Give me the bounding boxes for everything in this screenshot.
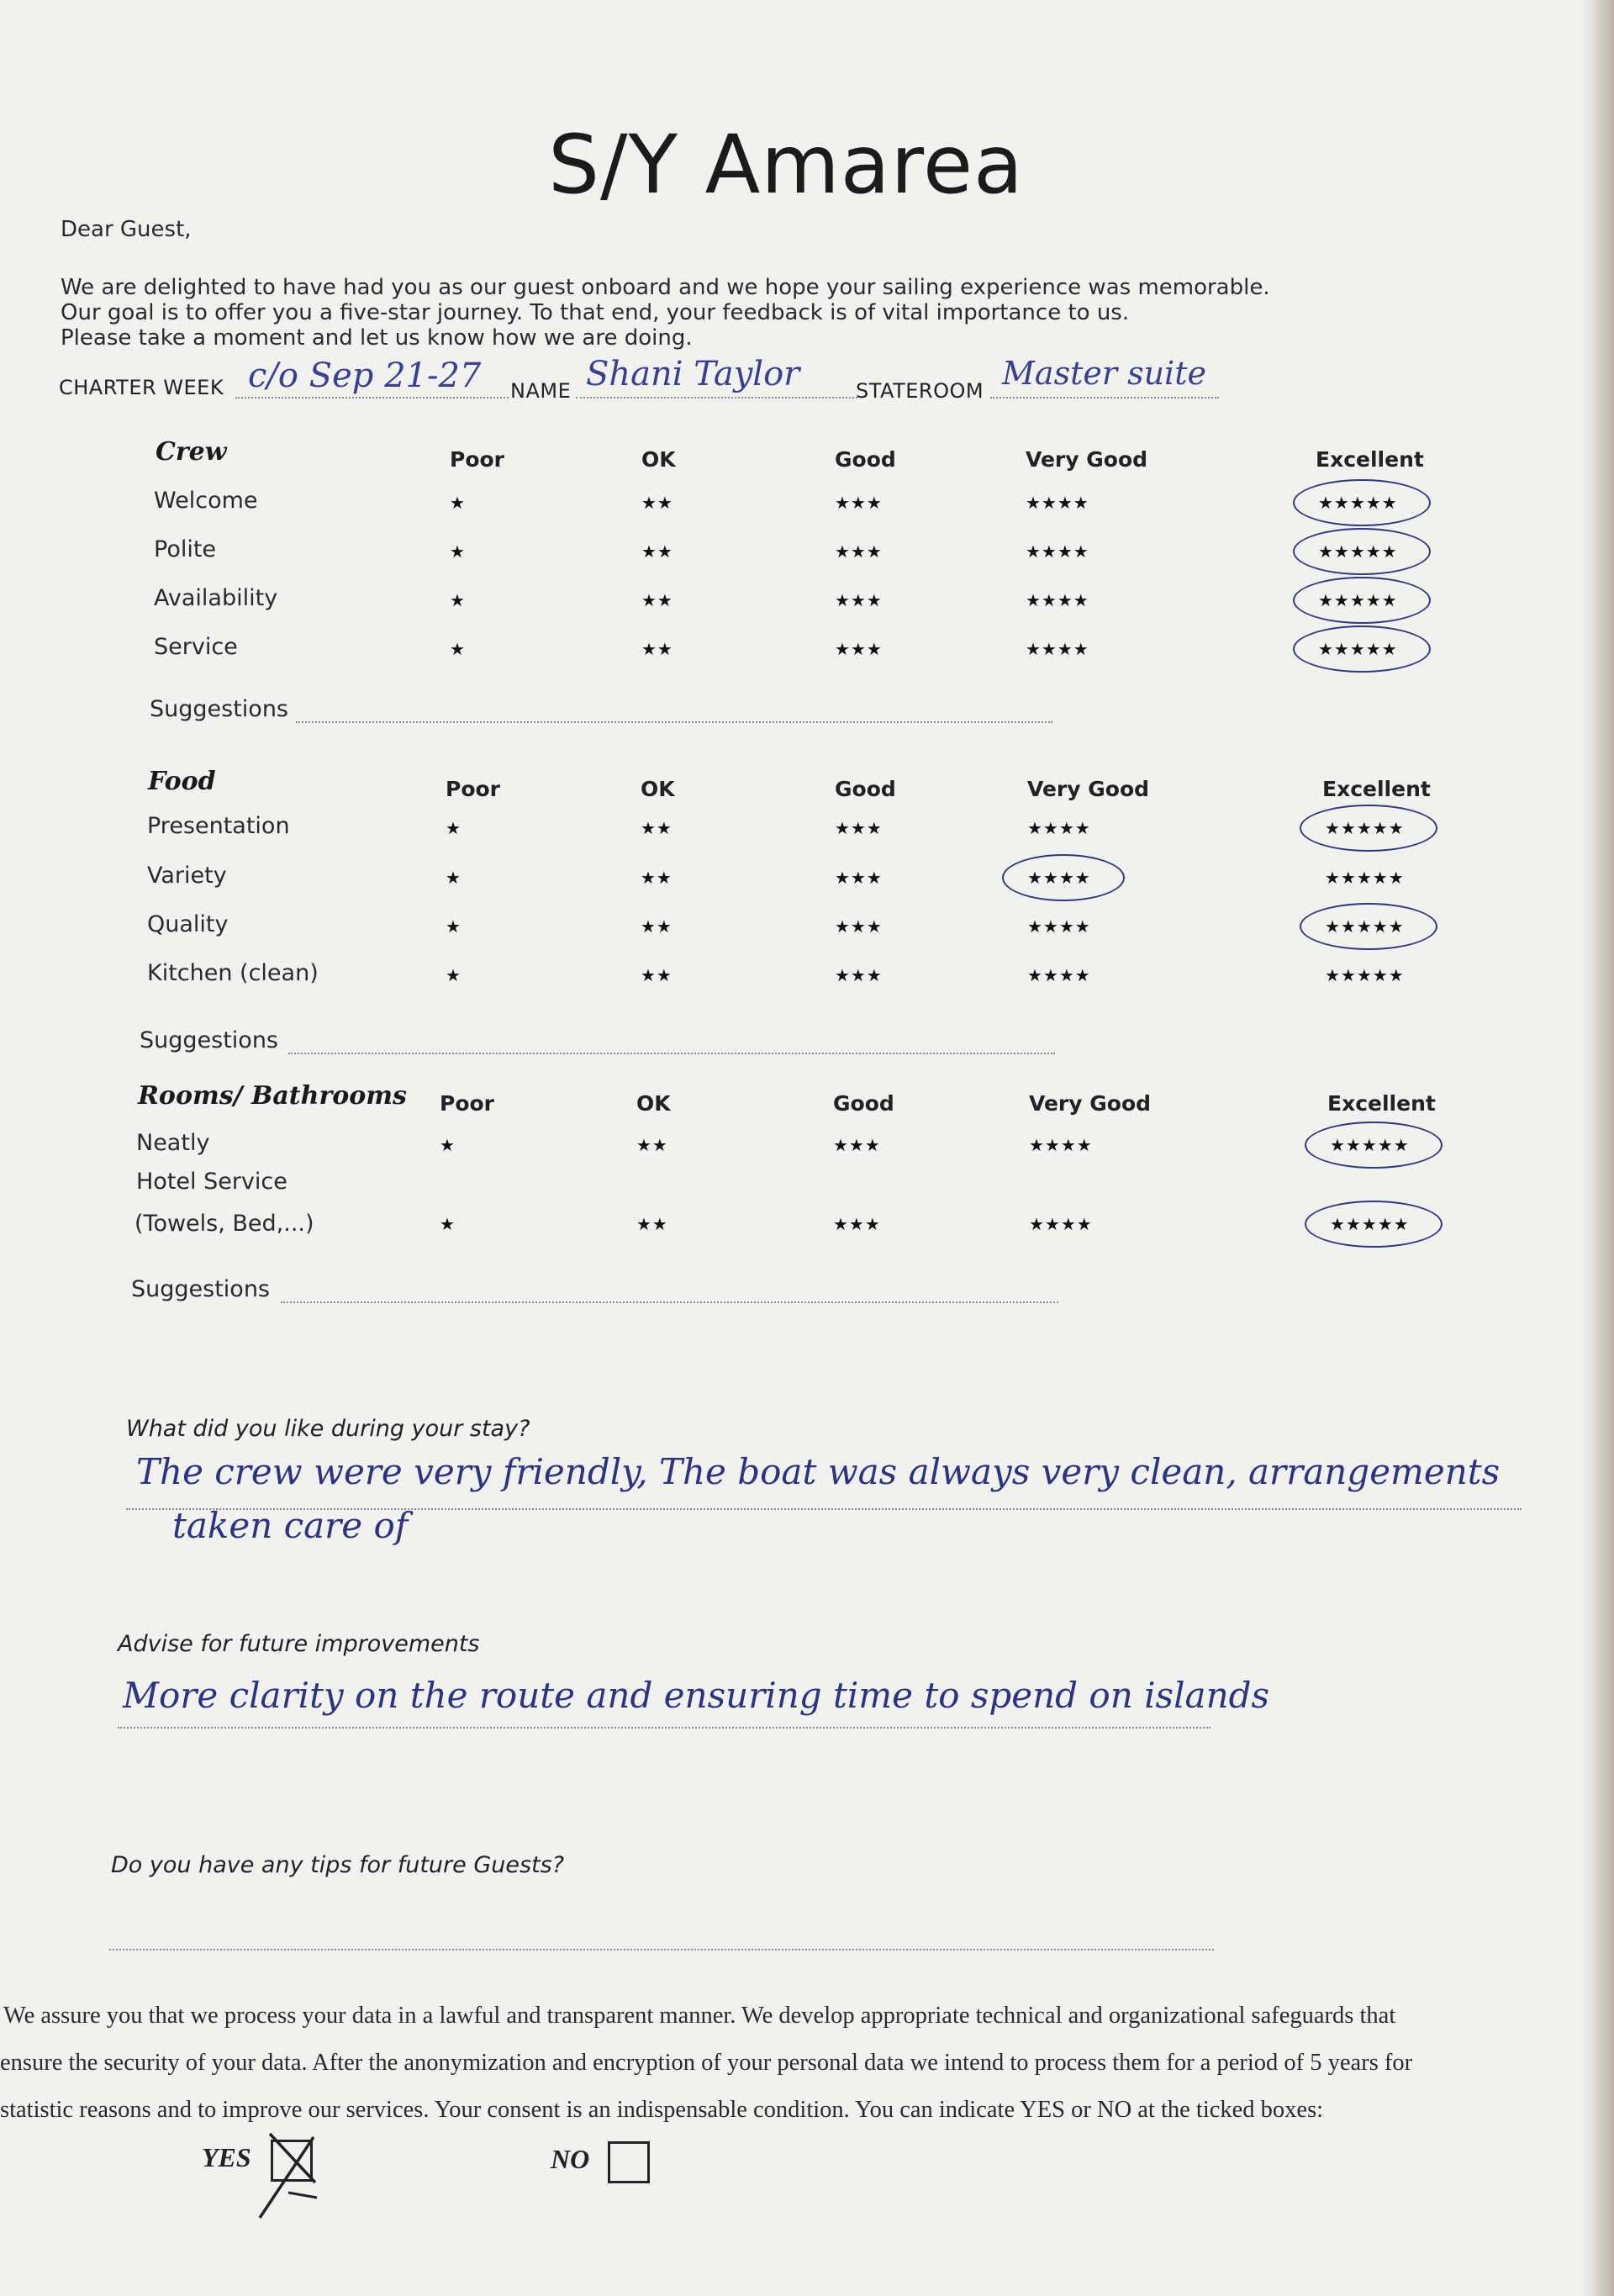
rating-option-4-star[interactable]: ★★★★ xyxy=(1029,1135,1093,1155)
rating-selection-circle xyxy=(1293,479,1431,526)
row-label: Variety xyxy=(147,863,227,889)
rating-option-1-star[interactable]: ★ xyxy=(450,590,466,610)
rating-option-1-star[interactable]: ★ xyxy=(450,639,466,659)
rating-option-5-star[interactable]: ★★★★★ xyxy=(1325,868,1405,888)
charter-week-label: CHARTER WEEK xyxy=(59,376,224,399)
rating-option-2-star[interactable]: ★★ xyxy=(641,541,673,562)
rating-option-1-star[interactable]: ★ xyxy=(450,541,466,562)
privacy-line-3: statistic reasons and to improve our services. Your consent is an indispensable condition. You can indicate YES or NO at the ticked boxes: xyxy=(0,2097,1324,2123)
column-header-ok: OK xyxy=(636,1091,671,1116)
suggestions-label: Suggestions xyxy=(140,1027,278,1053)
greeting: Dear Guest, xyxy=(61,217,192,242)
rating-option-2-star[interactable]: ★★ xyxy=(641,590,673,610)
column-header-poor: Poor xyxy=(450,447,505,472)
row-label: Service xyxy=(154,634,238,660)
suggestions-line[interactable] xyxy=(288,1044,1055,1054)
liked-answer-text-1: The crew were very friendly, The boat was always very clean, arrangements xyxy=(136,1451,1501,1492)
paper-edge xyxy=(1592,0,1614,2296)
yes-checkbox[interactable] xyxy=(271,2140,313,2182)
column-header-good: Good xyxy=(835,777,896,801)
rating-option-2-star[interactable]: ★★ xyxy=(641,639,673,659)
row-label-sub: (Towels, Bed,...) xyxy=(134,1211,314,1237)
name-value: Shani Taylor xyxy=(586,355,800,393)
liked-answer-line2[interactable] xyxy=(172,1505,677,1555)
rating-option-2-star[interactable]: ★★ xyxy=(636,1214,668,1234)
row-label: Polite xyxy=(154,536,217,562)
section-title: Crew xyxy=(156,437,227,467)
liked-answer-line1[interactable] xyxy=(126,1451,1522,1510)
row-label: Availability xyxy=(154,585,278,611)
intro-line-2: Our goal is to offer you a five-star journey. To that end, your feedback is of vital importance to us. xyxy=(61,300,1130,325)
rating-option-1-star[interactable]: ★ xyxy=(450,493,466,513)
column-header-very-good: Very Good xyxy=(1029,1091,1152,1116)
form-title: S/Y Amarea xyxy=(548,118,1024,212)
column-header-poor: Poor xyxy=(440,1091,495,1116)
rating-option-3-star[interactable]: ★★★ xyxy=(835,639,883,659)
rating-option-4-star[interactable]: ★★★★ xyxy=(1026,639,1089,659)
row-label: Neatly xyxy=(136,1130,210,1156)
privacy-line-2: ensure the security of your data. After the anonymization and encryption of your personal data we intend to process them for a period of 5 years for xyxy=(0,2050,1413,2076)
column-header-excellent: Excellent xyxy=(1327,1091,1436,1116)
rating-option-4-star[interactable]: ★★★★ xyxy=(1027,818,1091,838)
rating-option-4-star[interactable]: ★★★★ xyxy=(1026,541,1089,562)
tips-answer-line[interactable] xyxy=(109,1934,1214,1950)
rating-option-3-star[interactable]: ★★★ xyxy=(833,1214,881,1234)
rating-option-5-star[interactable]: ★★★★★ xyxy=(1325,965,1405,985)
tips-question: Do you have any tips for future Guests? xyxy=(111,1852,565,1878)
row-label: Kitchen (clean) xyxy=(147,960,319,986)
rating-option-1-star[interactable]: ★ xyxy=(440,1135,456,1155)
privacy-line-1: We assure you that we process your data in a lawful and transparent manner. We develop appropriate technical and organizational safeguards that xyxy=(3,2003,1396,2029)
rating-option-5-star[interactable]: ★★★★★ xyxy=(1330,1214,1410,1234)
column-header-very-good: Very Good xyxy=(1027,777,1150,801)
rating-selection-circle xyxy=(1300,903,1437,950)
rating-selection-circle xyxy=(1293,528,1431,575)
rating-option-1-star[interactable]: ★ xyxy=(446,818,462,838)
column-header-good: Good xyxy=(835,447,896,472)
row-label: Quality xyxy=(147,911,229,937)
liked-answer-text-2: taken care of xyxy=(172,1505,409,1546)
improve-question: Advise for future improvements xyxy=(118,1631,480,1657)
column-header-good: Good xyxy=(833,1091,894,1116)
rating-option-1-star[interactable]: ★ xyxy=(446,916,462,937)
rating-option-5-star[interactable]: ★★★★★ xyxy=(1318,541,1398,562)
stateroom-field[interactable] xyxy=(990,355,1219,399)
rating-option-3-star[interactable]: ★★★ xyxy=(835,818,883,838)
rating-option-5-star[interactable]: ★★★★★ xyxy=(1330,1135,1410,1155)
name-label: NAME xyxy=(510,379,572,403)
section-title: Rooms/ Bathrooms xyxy=(138,1081,407,1111)
column-header-ok: OK xyxy=(641,447,676,472)
rating-option-3-star[interactable]: ★★★ xyxy=(835,916,883,937)
rating-option-2-star[interactable]: ★★ xyxy=(641,868,672,888)
charter-week-value: c/o Sep 21-27 xyxy=(248,356,482,395)
rating-option-4-star[interactable]: ★★★★ xyxy=(1026,493,1089,513)
column-header-very-good: Very Good xyxy=(1026,447,1148,472)
rating-option-3-star[interactable]: ★★★ xyxy=(835,590,883,610)
rating-option-5-star[interactable]: ★★★★★ xyxy=(1318,590,1398,610)
intro-line-3: Please take a moment and let us know how we are doing. xyxy=(61,325,693,351)
section-title: Food xyxy=(148,767,216,796)
row-label: Welcome xyxy=(154,488,258,514)
rating-option-3-star[interactable]: ★★★ xyxy=(835,868,883,888)
suggestions-label: Suggestions xyxy=(150,696,288,722)
rating-selection-circle xyxy=(1305,1201,1443,1248)
column-header-excellent: Excellent xyxy=(1322,777,1431,801)
rating-option-2-star[interactable]: ★★ xyxy=(641,916,672,937)
intro-line-1: We are delighted to have had you as our guest onboard and we hope your sailing experience was memorable. xyxy=(61,275,1270,300)
name-field[interactable] xyxy=(576,355,857,399)
column-header-poor: Poor xyxy=(446,777,501,801)
rating-option-1-star[interactable]: ★ xyxy=(446,965,462,985)
rating-option-2-star[interactable]: ★★ xyxy=(641,965,672,985)
row-label: Presentation xyxy=(147,813,290,839)
rating-option-5-star[interactable]: ★★★★★ xyxy=(1325,916,1405,937)
rating-option-3-star[interactable]: ★★★ xyxy=(833,1135,881,1155)
suggestions-line[interactable] xyxy=(281,1293,1058,1303)
rating-option-3-star[interactable]: ★★★ xyxy=(835,493,883,513)
rating-selection-circle xyxy=(1293,577,1431,624)
rating-option-2-star[interactable]: ★★ xyxy=(636,1135,668,1155)
suggestions-line[interactable] xyxy=(296,713,1052,723)
suggestions-label: Suggestions xyxy=(131,1276,270,1302)
rating-option-1-star[interactable]: ★ xyxy=(440,1214,456,1234)
column-header-excellent: Excellent xyxy=(1316,447,1424,472)
rating-option-5-star[interactable]: ★★★★★ xyxy=(1318,493,1398,513)
rating-option-4-star[interactable]: ★★★★ xyxy=(1026,590,1089,610)
rating-option-5-star[interactable]: ★★★★★ xyxy=(1325,818,1405,838)
charter-week-field[interactable] xyxy=(235,356,509,399)
liked-question: What did you like during your stay? xyxy=(126,1416,530,1442)
rating-option-4-star[interactable]: ★★★★ xyxy=(1027,868,1091,888)
stateroom-value: Master suite xyxy=(1002,355,1206,392)
no-label: NO xyxy=(551,2144,590,2174)
rating-option-3-star[interactable]: ★★★ xyxy=(835,541,883,562)
rating-option-1-star[interactable]: ★ xyxy=(446,868,462,888)
rating-option-2-star[interactable]: ★★ xyxy=(641,493,673,513)
rating-selection-circle xyxy=(1002,854,1125,901)
rating-option-4-star[interactable]: ★★★★ xyxy=(1027,965,1091,985)
rating-selection-circle xyxy=(1293,625,1431,673)
improve-answer-text: More clarity on the route and ensuring time to spend on islands xyxy=(123,1675,1270,1716)
stateroom-label: STATEROOM xyxy=(856,379,984,403)
yes-check-mark xyxy=(255,2125,339,2218)
rating-option-4-star[interactable]: ★★★★ xyxy=(1027,916,1091,937)
row-label: Hotel Service xyxy=(136,1169,287,1195)
rating-selection-circle xyxy=(1300,805,1437,852)
column-header-ok: OK xyxy=(641,777,675,801)
rating-option-3-star[interactable]: ★★★ xyxy=(835,965,883,985)
rating-option-4-star[interactable]: ★★★★ xyxy=(1029,1214,1093,1234)
yes-label: YES xyxy=(202,2142,251,2172)
paper-shadow xyxy=(1580,0,1592,2296)
improve-answer-line[interactable] xyxy=(118,1675,1270,1729)
rating-selection-circle xyxy=(1305,1122,1443,1169)
rating-option-5-star[interactable]: ★★★★★ xyxy=(1318,639,1398,659)
rating-option-2-star[interactable]: ★★ xyxy=(641,818,672,838)
no-checkbox[interactable] xyxy=(608,2141,650,2183)
